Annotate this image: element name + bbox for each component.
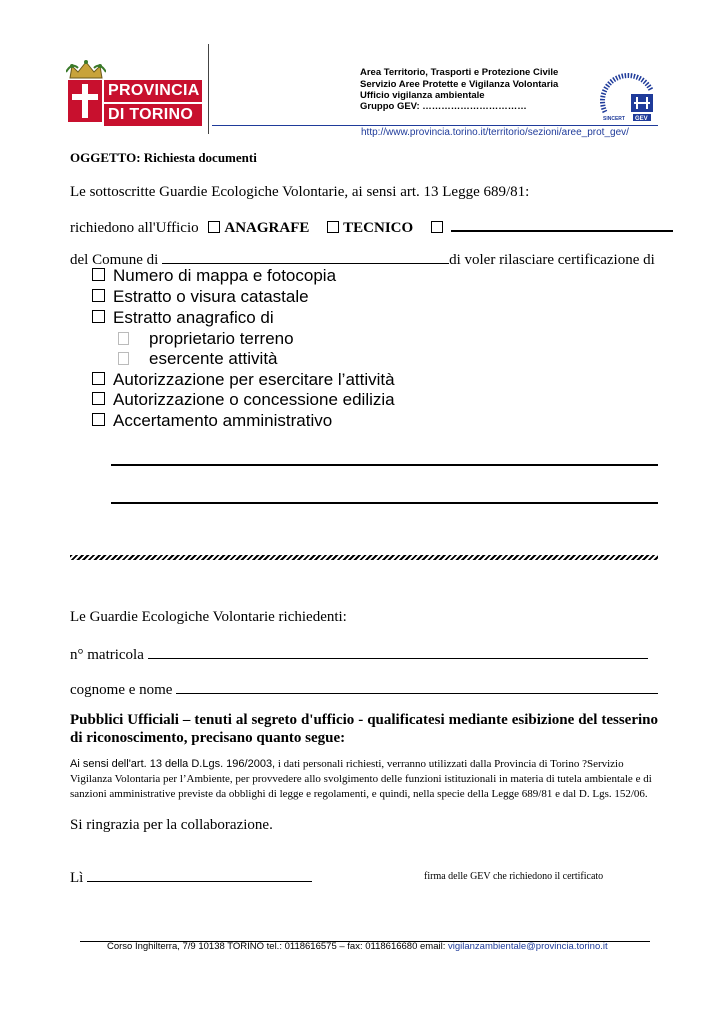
- checkbox-icon[interactable]: [118, 352, 129, 365]
- footer-address-text: Corso Inghilterra, 7/9 10138 TORINO tel.: 0118616575 – fax: 0118616680 email:: [107, 941, 448, 952]
- intro-text: Le sottoscritte Guardie Ecologiche Volontarie, ai sensi art. 13 Legge 689/81:: [70, 184, 530, 200]
- cert-label: SINCERT: [603, 116, 625, 122]
- item-label: Accertamento amministrativo: [113, 411, 333, 430]
- privacy-line3: sanzioni amministrative previste da obblighi di legge e regolamenti, e quindi, nella specie della Legge 689/81 e dal D. Lgs. 152/06.: [70, 788, 648, 800]
- subitem-label: proprietario terreno: [149, 329, 294, 348]
- free-text-line-1[interactable]: [111, 464, 658, 466]
- footer-address: [107, 941, 608, 952]
- request-prefix: richiedono all'Ufficio: [70, 220, 199, 236]
- footer-email-link[interactable]: vigilanzambientale@provincia.torino.it: [448, 941, 608, 952]
- officials-paragraph: Pubblici Ufficiali – tenuti al segreto d'ufficio - qualificatesi mediante esibizione del tesserino di riconoscimento, precisano quanto segue:: [70, 712, 658, 746]
- provincia-logo: [66, 58, 204, 124]
- tecnico-checkbox[interactable]: [327, 221, 339, 233]
- item-accertamento[interactable]: [92, 411, 332, 431]
- name-field[interactable]: [176, 679, 658, 694]
- other-office-field[interactable]: [451, 216, 673, 232]
- crown-icon: [66, 58, 106, 80]
- matricola-label: n° matricola: [70, 647, 144, 663]
- header-rule: [212, 125, 658, 126]
- item-anagrafico[interactable]: [92, 308, 274, 328]
- guards-label: Le Guardie Ecologiche Volontarie richiedenti:: [70, 609, 347, 625]
- privacy-paragraph: [70, 757, 660, 802]
- website-link[interactable]: http://www.provincia.torino.it/territorio/sezioni/aree_prot_gev/: [361, 127, 629, 138]
- certification-logo-icon: [597, 72, 659, 122]
- item-concessione-edilizia[interactable]: [92, 390, 395, 410]
- tecnico-label: TECNICO: [343, 220, 414, 236]
- item-autorizzazione-attivita[interactable]: [92, 370, 395, 390]
- logo-line1: PROVINCIA: [104, 80, 202, 102]
- office-line-service: Servizio Aree Protette e Vigilanza Volontaria: [360, 79, 559, 90]
- place-row: [70, 867, 312, 887]
- comune-suffix: di voler rilasciare certificazione di: [449, 252, 655, 268]
- office-line-unit: Ufficio vigilanza ambientale: [360, 90, 485, 101]
- header-divider-vertical: [208, 44, 209, 134]
- signature-label: firma delle GEV che richiedono il certificato: [424, 871, 604, 882]
- checkbox-icon[interactable]: [92, 310, 105, 323]
- anagrafe-label: ANAGRAFE: [224, 220, 310, 236]
- item-label: Autorizzazione o concessione edilizia: [113, 390, 395, 409]
- logo-line2: DI TORINO: [104, 104, 202, 126]
- free-text-line-2[interactable]: [111, 502, 658, 504]
- shield-cross-icon: [68, 80, 102, 122]
- office-line-group: Gruppo GEV: ……………………………: [360, 101, 527, 112]
- subitem-label: esercente attività: [149, 349, 278, 368]
- subitem-proprietario[interactable]: [118, 329, 294, 349]
- thanks-text: Si ringrazia per la collaborazione.: [70, 817, 273, 833]
- checkbox-icon[interactable]: [92, 289, 105, 302]
- office-line-area: Area Territorio, Trasporti e Protezione Civile: [360, 67, 559, 78]
- other-office-checkbox[interactable]: [431, 221, 443, 233]
- checkbox-icon[interactable]: [118, 332, 129, 345]
- item-mappa[interactable]: [92, 266, 336, 286]
- subject-line: OGGETTO: Richiesta documenti: [70, 150, 257, 165]
- name-label: cognome e nome: [70, 682, 173, 698]
- item-label: Estratto o visura catastale: [113, 287, 309, 306]
- matricola-field[interactable]: [148, 644, 648, 659]
- item-label: Numero di mappa e fotocopia: [113, 266, 337, 285]
- cert-label-gev: GEV: [635, 116, 648, 122]
- comune-field[interactable]: [162, 249, 449, 264]
- request-row: [70, 216, 673, 237]
- privacy-line1: i dati personali richiesti, verranno utilizzati dalla Provincia di Torino ?Servizio: [275, 758, 624, 770]
- checkbox-icon[interactable]: [92, 392, 105, 405]
- name-row: [70, 679, 658, 699]
- item-label: Autorizzazione per esercitare l’attività: [113, 370, 395, 389]
- checkbox-icon[interactable]: [92, 372, 105, 385]
- privacy-line2: Vigilanza Volontaria per l’Ambiente, per provvedere allo svolgimento delle funzioni istituzionali in materia di tutela ambientale e di: [70, 773, 652, 785]
- subitem-esercente[interactable]: [118, 349, 278, 369]
- place-date-field[interactable]: [87, 867, 312, 882]
- cut-separator: [70, 555, 658, 560]
- item-label: Estratto anagrafico di: [113, 308, 274, 327]
- checkbox-icon[interactable]: [92, 413, 105, 426]
- checkbox-icon[interactable]: [92, 268, 105, 281]
- matricola-row: [70, 644, 648, 664]
- comune-prefix: del Comune di: [70, 252, 159, 268]
- anagrafe-checkbox[interactable]: [208, 221, 220, 233]
- place-label: Lì: [70, 870, 84, 886]
- item-visura[interactable]: [92, 287, 309, 307]
- privacy-lead: Ai sensi dell'art. 13 della D.Lgs. 196/2003,: [70, 758, 276, 770]
